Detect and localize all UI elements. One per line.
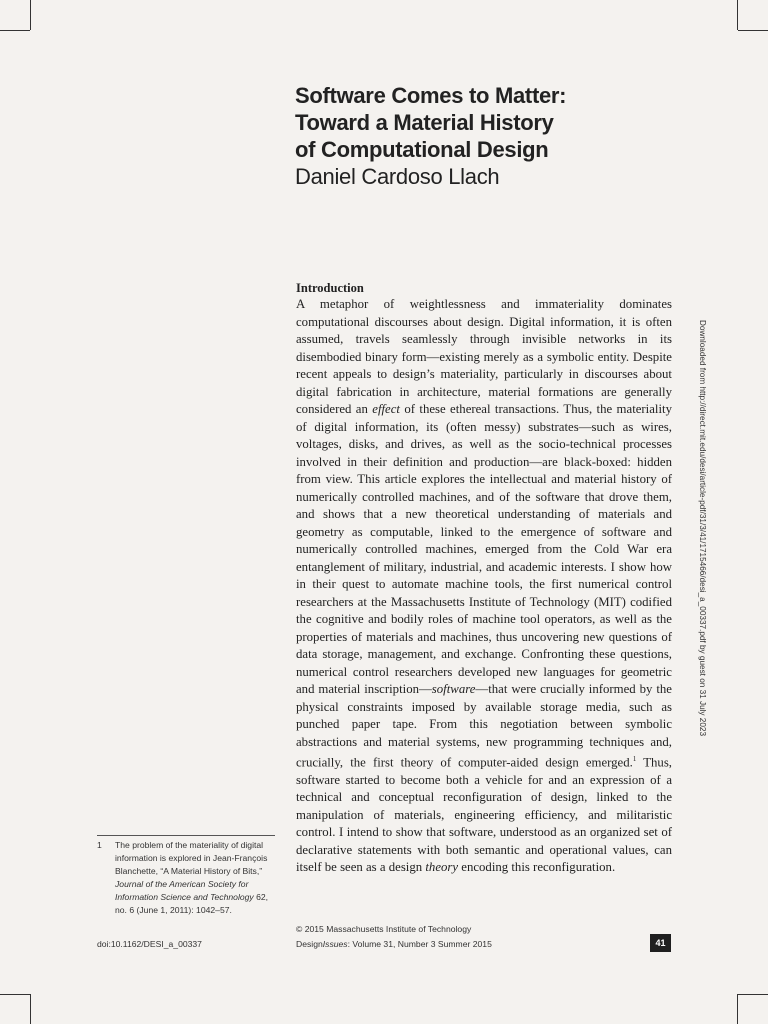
footnote-text: [115, 839, 277, 917]
crop-mark: [738, 994, 768, 995]
crop-mark: [0, 994, 30, 995]
body-text-run: encoding this reconfiguration.: [458, 860, 616, 875]
crop-mark: [30, 0, 31, 30]
body-emphasis: theory: [425, 860, 459, 875]
title-line: Toward a Material History: [295, 110, 554, 135]
download-watermark: [700, 320, 714, 740]
copyright: © 2015 Massachusetts Institute of Technology: [296, 924, 472, 934]
body-emphasis: software: [431, 682, 476, 696]
footnote-reference[interactable]: 1: [632, 755, 637, 763]
journal-name: Design: [296, 939, 323, 949]
body-text-run: of these ethereal transactions. Thus, the materiality of digital information, its (often messy) substrates—such as wires, voltages, disks, and drives, as well as the socio-technical processes involved in their definition and production—are black-boxed: hidden from view. This article explores the intellectual and material history of numerically controlled machines, and of the software that drove them, and shows that a new theoretical understanding of materials and geometry as computable, linked to the emergence of software and numerically controlled machines, emerged from the Cold War era entanglement of military, industrial, and academic interests. I show how in their quest to automate machine tools, the first numerical control researchers at the Massachusetts Institute of Technology (MIT) codified the cognitive and bodily roles of machine tool operators, as well as the properties of materials and machines, thus uncovering new questions of data storage, management, and exchange. Confronting these questions, numerical control researchers developed new languages for geometric and material inscription—: [296, 402, 672, 696]
body-paragraph: [296, 296, 672, 877]
title-line: Software Comes to Matter:: [295, 83, 567, 108]
crop-mark: [737, 994, 738, 1024]
footnote-number: 1: [97, 840, 102, 850]
body-emphasis: effect: [372, 402, 400, 416]
body-text-run: Thus, software started to become both a vehicle for and an expression of a technical and conceptual reconfiguration of design, linked to the manipulation of materials, engineering efficiency, and militaristic control. I intend to show that software, understood as an organized set of declarative statements with both semantic and operational values, can itself be seen as a design: [296, 755, 672, 875]
page-number: 41: [650, 934, 671, 952]
journal-info: [296, 939, 492, 949]
body-text-run: —that were crucially informed by the physical constraints imposed by available storage media, such as punched paper tape. From this negotiation between symbolic abstractions and material systems, new programming techniques and, crucially, the first theory of computer-aided design emerged.: [296, 682, 672, 770]
author-name: Daniel Cardoso Llach: [295, 164, 500, 189]
journal-name-italic: Issues: [322, 939, 348, 949]
body-text-run: A metaphor of weightlessness and immateriality dominates computational discourses about design. Digital information, it is often assumed, travels seamlessly through invisible networks in its disembodied binary form—existing merely as a symbolic entity. Despite recent appeals to design’s materiality, particularly in discourses about digital fabrication in architecture, material formations are generally considered an: [296, 297, 672, 416]
footnote-text-run: 62, no. 6 (June 1, 2011): 1042–57.: [115, 892, 269, 915]
journal-issue: : Volume 31, Number 3 Summer 2015: [347, 939, 492, 949]
crop-mark: [30, 994, 31, 1024]
title-line: of Computational Design: [295, 137, 549, 162]
footnote-text-run: The problem of the materiality of digital information is explored in Jean-François Blanchette, “A Material History of Bits,”: [115, 840, 268, 876]
footnote-divider: [97, 835, 275, 836]
doi[interactable]: doi:10.1162/DESI_a_00337: [97, 939, 202, 949]
footnote-journal-title: Journal of the American Society for Information Science and Technology: [115, 879, 254, 902]
download-watermark-text: Downloaded from http://direct.mit.edu/desi/article-pdf/31/3/41/1715466/desi_a_00337.pdf by guest on 31 July 2023: [698, 320, 707, 737]
crop-mark: [737, 0, 738, 30]
crop-mark: [738, 30, 768, 31]
crop-mark: [0, 30, 30, 31]
section-heading: Introduction: [296, 281, 364, 295]
article-title: [295, 82, 635, 163]
